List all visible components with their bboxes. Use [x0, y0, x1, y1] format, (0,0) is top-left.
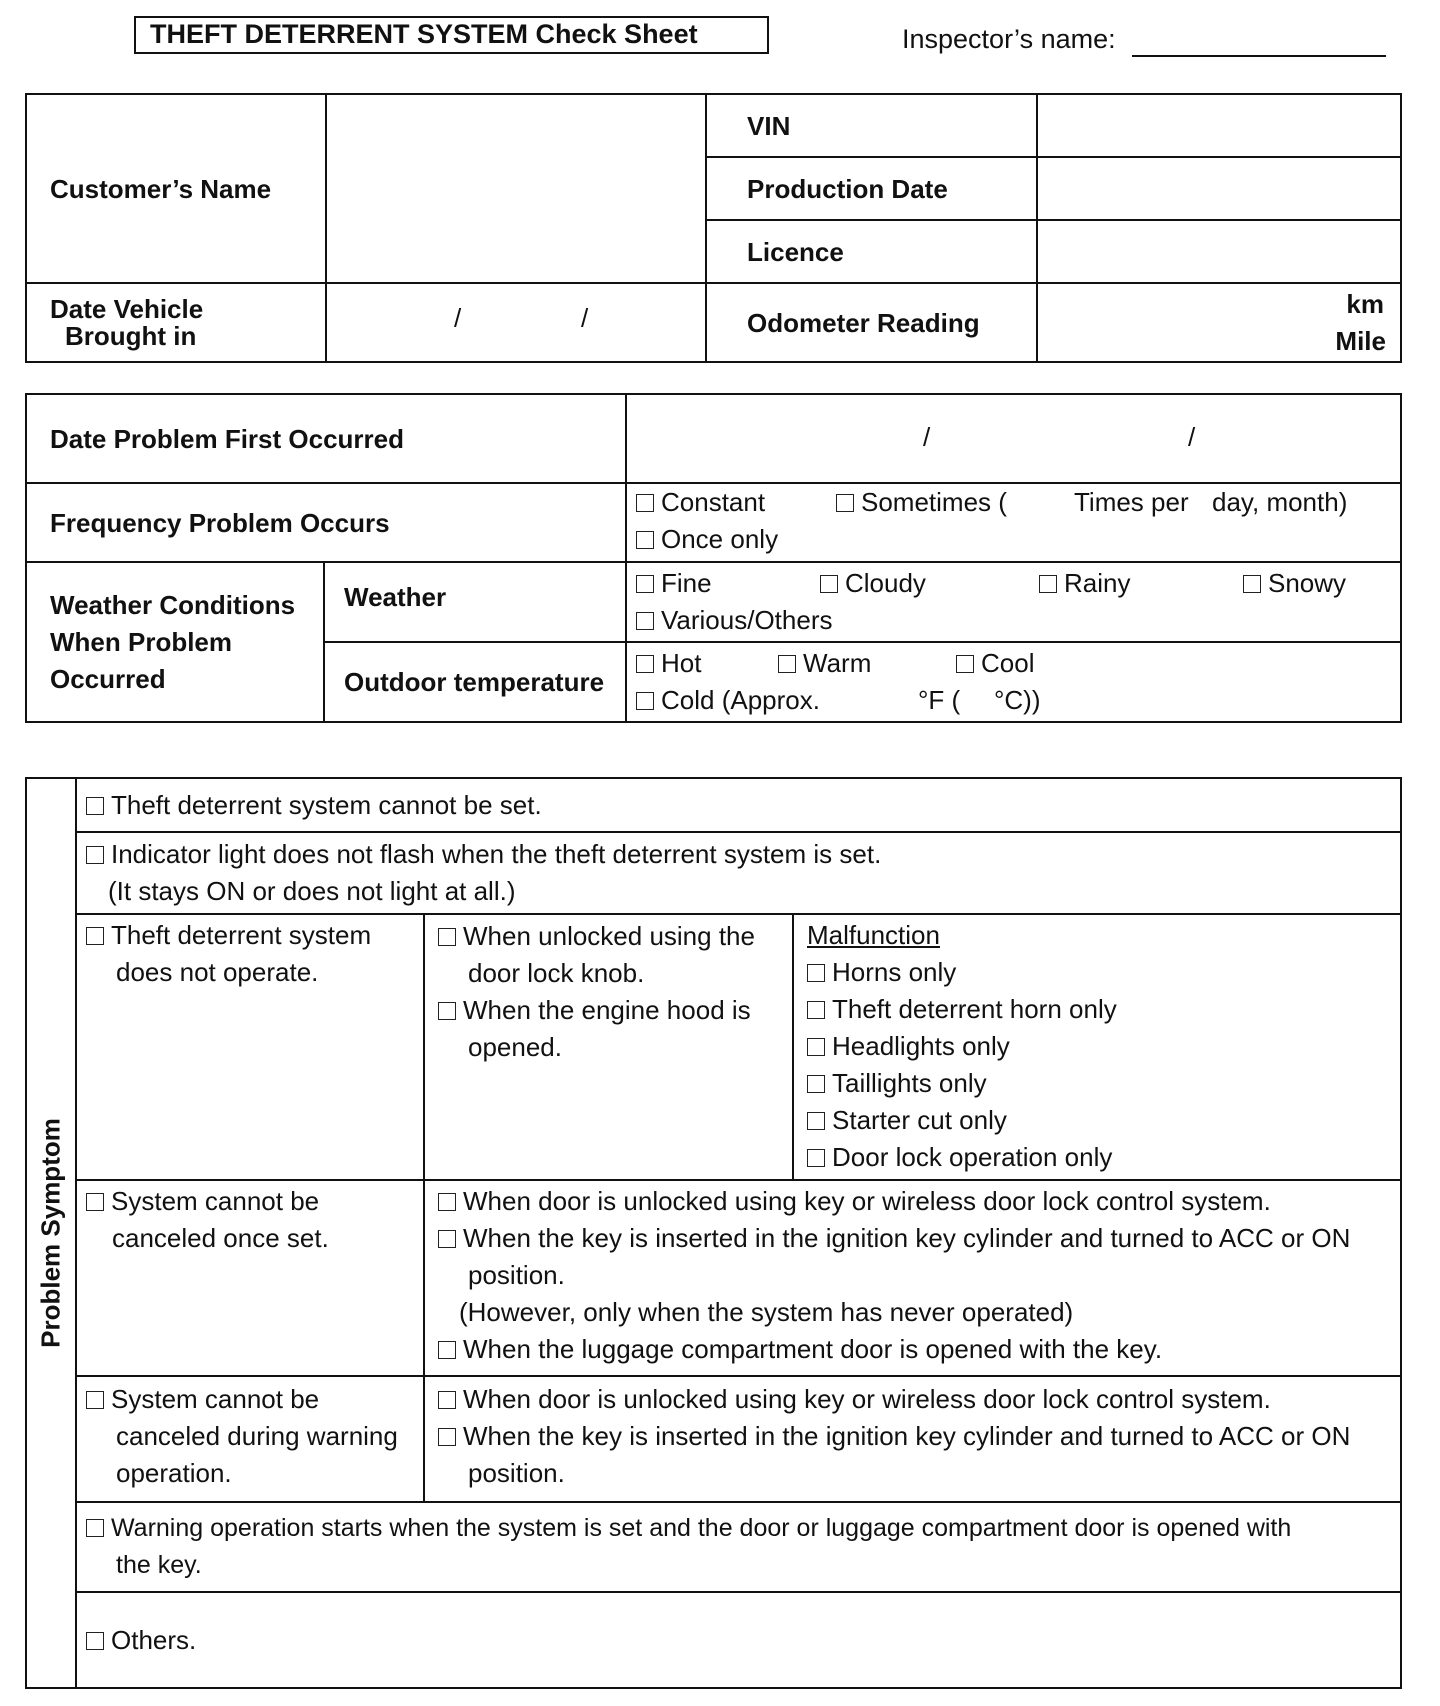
checkbox[interactable]: [438, 1002, 456, 1020]
checkbox[interactable]: [807, 964, 825, 982]
checkbox[interactable]: [86, 797, 104, 815]
warning-key-option[interactable]: When the key is inserted in the ignition key cylinder and turned to ACC or ON: [438, 1418, 1400, 1455]
checkbox[interactable]: [86, 1632, 104, 1650]
weather-conditions-line2: When Problem: [50, 626, 233, 657]
date-separator: /: [581, 303, 589, 333]
warning-door-unlocked-option[interactable]: When door is unlocked using key or wireless door lock control system.: [438, 1381, 1400, 1418]
when-hood-option[interactable]: When the engine hood is: [438, 992, 792, 1029]
checkbox[interactable]: [836, 494, 854, 512]
symptom-indicator-light[interactable]: Indicator light does not flash when the theft deterrent system is set. (It stays ON or does not light at all.): [76, 832, 1401, 914]
production-date-field[interactable]: [1037, 157, 1401, 220]
when-unlocked-option[interactable]: When unlocked using the: [438, 918, 792, 955]
date-separator: /: [1188, 422, 1196, 452]
unit-mile: Mile: [1335, 326, 1386, 356]
weather-conditions-line3: Occurred: [50, 663, 166, 694]
frequency-label: Frequency Problem Occurs: [26, 483, 626, 562]
checkbox[interactable]: [807, 1001, 825, 1019]
when-hood-line2: opened.: [468, 1032, 562, 1062]
production-date-label: Production Date: [706, 157, 1037, 220]
when-unlocked-line2: door lock knob.: [468, 958, 645, 988]
cannot-cancel-warning-conditions: [424, 1376, 1401, 1502]
symptom-not-operate[interactable]: Theft deterrent system does not operate.: [76, 914, 424, 1180]
checkbox[interactable]: [636, 655, 654, 673]
weather-cloudy-option[interactable]: Cloudy: [820, 565, 926, 602]
cancel-key-option[interactable]: When the key is inserted in the ignition key cylinder and turned to ACC or ON: [438, 1220, 1400, 1257]
checkbox[interactable]: [636, 575, 654, 593]
temperature-options: [626, 642, 1401, 722]
odometer-label: Odometer Reading: [706, 283, 1037, 362]
weather-conditions-label: [26, 562, 324, 722]
checkbox[interactable]: [956, 655, 974, 673]
temp-hot-option[interactable]: Hot: [636, 645, 701, 682]
cancel-however-note: (However, only when the system has never operated): [459, 1297, 1074, 1327]
date-brought-in-label: [26, 283, 326, 362]
temp-cold-option[interactable]: Cold (Approx.: [636, 682, 820, 719]
frequency-times-per: Times per: [1074, 487, 1189, 517]
cannot-cancel-warning-line2: canceled during warning: [116, 1421, 398, 1451]
checkbox[interactable]: [1243, 575, 1261, 593]
checkbox[interactable]: [86, 927, 104, 945]
symptom-others[interactable]: Others.: [76, 1592, 1401, 1688]
weather-fine-option[interactable]: Fine: [636, 565, 712, 602]
date-brought-in-label-line1: Date Vehicle: [50, 293, 204, 324]
cancel-luggage-option[interactable]: When the luggage compartment door is opened with the key.: [438, 1331, 1400, 1368]
frequency-once-only-option[interactable]: Once only: [636, 521, 778, 558]
customer-name-label: Customer’s Name: [26, 94, 326, 283]
checkbox[interactable]: [438, 1193, 456, 1211]
not-operate-line2: does not operate.: [116, 957, 319, 987]
checkbox[interactable]: [807, 1112, 825, 1130]
outdoor-temp-label: Outdoor temperature: [324, 642, 626, 722]
problem-symptom-table: [25, 777, 1402, 1689]
temp-cool-option[interactable]: Cool: [956, 645, 1034, 682]
date-first-occurred-field[interactable]: [626, 394, 1401, 483]
cannot-cancel-conditions: [424, 1180, 1401, 1376]
malfunction-door-lock-option[interactable]: Door lock operation only: [807, 1139, 1400, 1176]
checkbox[interactable]: [438, 1428, 456, 1446]
symptom-cannot-cancel[interactable]: System cannot be canceled once set.: [76, 1180, 424, 1376]
problem-symptom-label: Problem Symptom: [35, 1118, 66, 1348]
weather-options: [626, 562, 1401, 642]
malfunction-taillights-option[interactable]: Taillights only: [807, 1065, 1400, 1102]
checkbox[interactable]: [86, 846, 104, 864]
unit-km: km: [1346, 289, 1384, 319]
warning-starts-line2: the key.: [116, 1551, 202, 1579]
date-brought-in-field[interactable]: [326, 283, 706, 362]
weather-various-option[interactable]: Various/Others: [636, 602, 832, 639]
cancel-key-line2: position.: [468, 1260, 565, 1290]
checkbox[interactable]: [636, 692, 654, 710]
checkbox[interactable]: [807, 1149, 825, 1167]
symptom-warning-starts[interactable]: Warning operation starts when the system is set and the door or luggage compartment door is opened with the key.: [76, 1502, 1401, 1592]
licence-label: Licence: [706, 220, 1037, 283]
malfunction-options: [793, 914, 1401, 1180]
symptom-cannot-cancel-warning[interactable]: System cannot be canceled during warning operation.: [76, 1376, 424, 1502]
licence-field[interactable]: [1037, 220, 1401, 283]
checkbox[interactable]: [438, 928, 456, 946]
malfunction-horns-option[interactable]: Horns only: [807, 954, 1400, 991]
symptom-cannot-be-set[interactable]: Theft deterrent system cannot be set.: [76, 778, 1401, 832]
checkbox[interactable]: [86, 1193, 104, 1211]
frequency-day-month: day, month): [1212, 487, 1348, 517]
date-brought-in-label-line2: Brought in: [65, 320, 197, 351]
checkbox[interactable]: [1039, 575, 1057, 593]
malfunction-starter-option[interactable]: Starter cut only: [807, 1102, 1400, 1139]
frequency-options: [626, 483, 1401, 562]
date-separator: /: [454, 303, 462, 333]
vin-label: VIN: [706, 94, 1037, 157]
odometer-field[interactable]: [1037, 283, 1401, 362]
cannot-cancel-warning-line3: operation.: [116, 1458, 232, 1488]
weather-label: Weather: [324, 562, 626, 642]
checkbox[interactable]: [807, 1038, 825, 1056]
checkbox[interactable]: [438, 1391, 456, 1409]
checkbox[interactable]: [636, 494, 654, 512]
checkbox[interactable]: [86, 1519, 104, 1537]
vehicle-info-table: [25, 93, 1402, 363]
checkbox[interactable]: [86, 1391, 104, 1409]
date-first-occurred-label: Date Problem First Occurred: [26, 394, 626, 483]
inspector-name-label: Inspector’s name:: [902, 24, 1116, 54]
temp-warm-option[interactable]: Warm: [778, 645, 871, 682]
weather-snowy-option[interactable]: Snowy: [1243, 565, 1346, 602]
checkbox[interactable]: [820, 575, 838, 593]
weather-conditions-line1: Weather Conditions: [50, 589, 296, 620]
temp-celsius: °C)): [994, 685, 1041, 715]
malfunction-title: Malfunction: [807, 920, 940, 950]
temp-fahrenheit: °F (: [918, 685, 961, 715]
frequency-constant-option[interactable]: Constant: [636, 484, 765, 521]
cancel-door-unlocked-option[interactable]: When door is unlocked using key or wireless door lock control system.: [438, 1183, 1400, 1220]
checkbox[interactable]: [636, 531, 654, 549]
sheet-title: THEFT DETERRENT SYSTEM Check Sheet: [134, 16, 769, 54]
frequency-sometimes-option[interactable]: Sometimes (: [836, 484, 1007, 521]
malfunction-theft-horn-option[interactable]: Theft deterrent horn only: [807, 991, 1400, 1028]
customer-name-field[interactable]: [326, 94, 706, 283]
problem-symptom-label-cell: [26, 778, 76, 1688]
weather-rainy-option[interactable]: Rainy: [1039, 565, 1130, 602]
cannot-cancel-line2: canceled once set.: [112, 1223, 329, 1253]
vin-field[interactable]: [1037, 94, 1401, 157]
checkbox[interactable]: [438, 1230, 456, 1248]
not-operate-conditions: [424, 914, 793, 1180]
conditions-table: [25, 393, 1402, 723]
checkbox[interactable]: [778, 655, 796, 673]
malfunction-headlights-option[interactable]: Headlights only: [807, 1028, 1400, 1065]
checkbox[interactable]: [438, 1341, 456, 1359]
checkbox[interactable]: [636, 612, 654, 630]
checkbox[interactable]: [807, 1075, 825, 1093]
date-separator: /: [923, 422, 931, 452]
inspector-name-field[interactable]: [1132, 55, 1386, 57]
warning-key-line2: position.: [468, 1458, 565, 1488]
indicator-note: (It stays ON or does not light at all.): [108, 876, 516, 906]
